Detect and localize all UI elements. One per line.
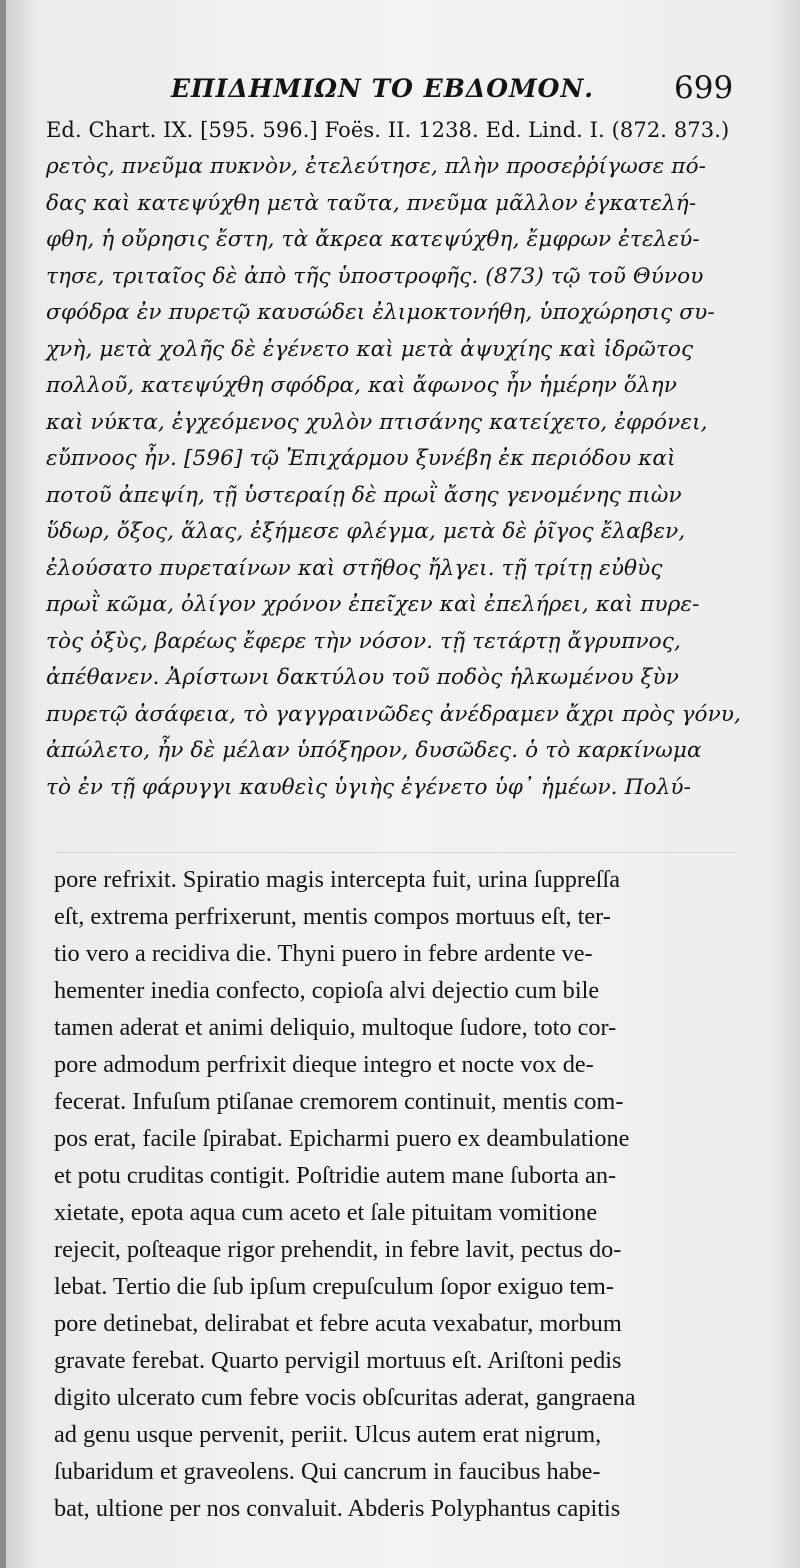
latin-line: bat, ultione per nos convaluit. Abderis Polyphantus capitis [54, 1495, 621, 1522]
page-number: 699 [674, 70, 734, 106]
latin-line: gravate ferebat. Quarto pervigil mortuus eſt. Ariſtoni pedis [54, 1347, 622, 1374]
greek-line: δας καὶ κατεψύχθη μετὰ ταῦτα, πνεῦμα μᾶλλον ἐγκατελή- [46, 191, 697, 216]
greek-line: ἀπέθανεν. Ἀρίστωνι δακτύλου τοῦ ποδὸς ἡλκωμένου ξὺν [46, 665, 679, 690]
latin-line: eſt, extrema perfrixerunt, mentis compos mortuus eſt, ter- [54, 903, 611, 930]
latin-line: pos erat, facile ſpirabat. Epicharmi puero ex deambulatione [54, 1125, 630, 1152]
greek-line: τὸ ἐν τῇ φάρυγγι καυθεὶς ὑγιὴς ἐγένετο ὑφ᾽ ἡμέων. Πολύ- [46, 775, 692, 800]
latin-line: tio vero a recidiva die. Thyni puero in febre ardente ve- [54, 940, 593, 967]
greek-line: ρετὸς, πνεῦμα πυκνὸν, ἐτελεύτησε, πλὴν προσεῤῥίγωσε πό- [46, 154, 707, 179]
greek-line: πυρετῷ ἀσάφεια, τὸ γαγγραινῶδες ἀνέδραμεν ἄχρι πρὸς γόνυ, [46, 702, 741, 727]
latin-line: ſubaridum et graveolens. Qui cancrum in faucibus habe- [54, 1458, 601, 1485]
greek-line: εὔπνοος ἦν. [596] τῷ Ἐπιχάρμου ξυνέβη ἐκ περιόδου καὶ [46, 446, 676, 471]
latin-line: pore detinebat, delirabat et febre acuta vexabatur, morbum [54, 1310, 622, 1337]
greek-line: καὶ νύκτα, ἐγχεόμενος χυλὸν πτισάνης κατείχετο, ἐφρόνει, [46, 410, 708, 435]
greek-line: τησε, τριταῖος δὲ ἀπὸ τῆς ὑποστροφῆς. (873) τῷ τοῦ Θύνου [46, 264, 704, 289]
latin-line: lebat. Tertio die ſub ipſum crepuſculum ſopor exiguo tem- [54, 1273, 614, 1300]
greek-line: ἐλούσατο πυρεταίνων καὶ στῆθος ἤλγει. τῇ τρίτῃ εὐθὺς [46, 556, 663, 581]
greek-line: φθη, ἡ οὔρησις ἔστη, τὰ ἄκρεα κατεψύχθη, ἔμφρων ἐτελεύ- [46, 227, 700, 252]
greek-line: ποτοῦ ἀπεψίη, τῇ ὑστεραίῃ δὲ πρωῒ ἄσης γενομένης πιὼν [46, 483, 682, 508]
latin-line: ad genu usque pervenit, periit. Ulcus autem erat nigrum, [54, 1421, 602, 1448]
latin-line: et potu cruditas contigit. Poſtridie autem mane ſuborta an- [54, 1162, 617, 1189]
greek-line: ὕδωρ, ὄξος, ἅλας, ἐξήμεσε φλέγμα, μετὰ δὲ ῥῖγος ἔλαβεν, [46, 519, 686, 544]
bleed-through-divider [56, 852, 736, 853]
edition-reference-line: Ed. Chart. IX. [595. 596.] Foës. II. 1238. Ed. Lind. I. (872. 873.) [46, 118, 730, 142]
running-title: ΕΠΙΔΗΜΙΩΝ ΤΟ ΕΒΔΟΜΟΝ. [171, 74, 595, 103]
latin-line: pore refrixit. Spiratio magis intercepta fuit, urina ſuppreſſa [54, 866, 621, 893]
greek-line: ἀπώλετο, ἦν δὲ μέλαν ὑπόξηρον, δυσῶδες. ὁ τὸ καρκίνωμα [46, 738, 702, 763]
running-header [6, 70, 800, 110]
greek-line: πολλοῦ, κατεψύχθη σφόδρα, καὶ ἄφωνος ἦν ἡμέρην ὅλην [46, 373, 677, 398]
latin-line: xietate, epota aqua cum aceto et ſale pituitam vomitione [54, 1199, 598, 1226]
latin-line: fecerat. Infuſum ptiſanae cremorem continuit, mentis com- [54, 1088, 624, 1115]
book-page [6, 0, 800, 1568]
greek-line: τὸς ὀξὺς, βαρέως ἔφερε τὴν νόσον. τῇ τετάρτῃ ἄγρυπνος, [46, 629, 681, 654]
latin-line: hementer inedia confecto, copioſa alvi dejectio cum bile [54, 977, 600, 1004]
latin-line: pore admodum perfrixit dieque integro et nocte vox de- [54, 1051, 594, 1078]
latin-line: tamen aderat et animi deliquio, multoque ſudore, toto cor- [54, 1014, 617, 1041]
latin-line: digito ulcerato cum febre vocis obſcuritas aderat, gangraena [54, 1384, 636, 1411]
greek-line: χνὴ, μετὰ χολῆς δὲ ἐγένετο καὶ μετὰ ἀψυχίης καὶ ἱδρῶτος [46, 337, 694, 362]
greek-line: σφόδρα ἐν πυρετῷ καυσώδει ἐλιμοκτονήθη, ὑποχώρησις συ- [46, 300, 715, 325]
latin-line: rejecit, poſteaque rigor prehendit, in febre lavit, pectus do- [54, 1236, 622, 1263]
greek-line: πρωῒ κῶμα, ὀλίγον χρόνον ἐπεῖχεν καὶ ἐπελήρει, καὶ πυρε- [46, 592, 700, 617]
